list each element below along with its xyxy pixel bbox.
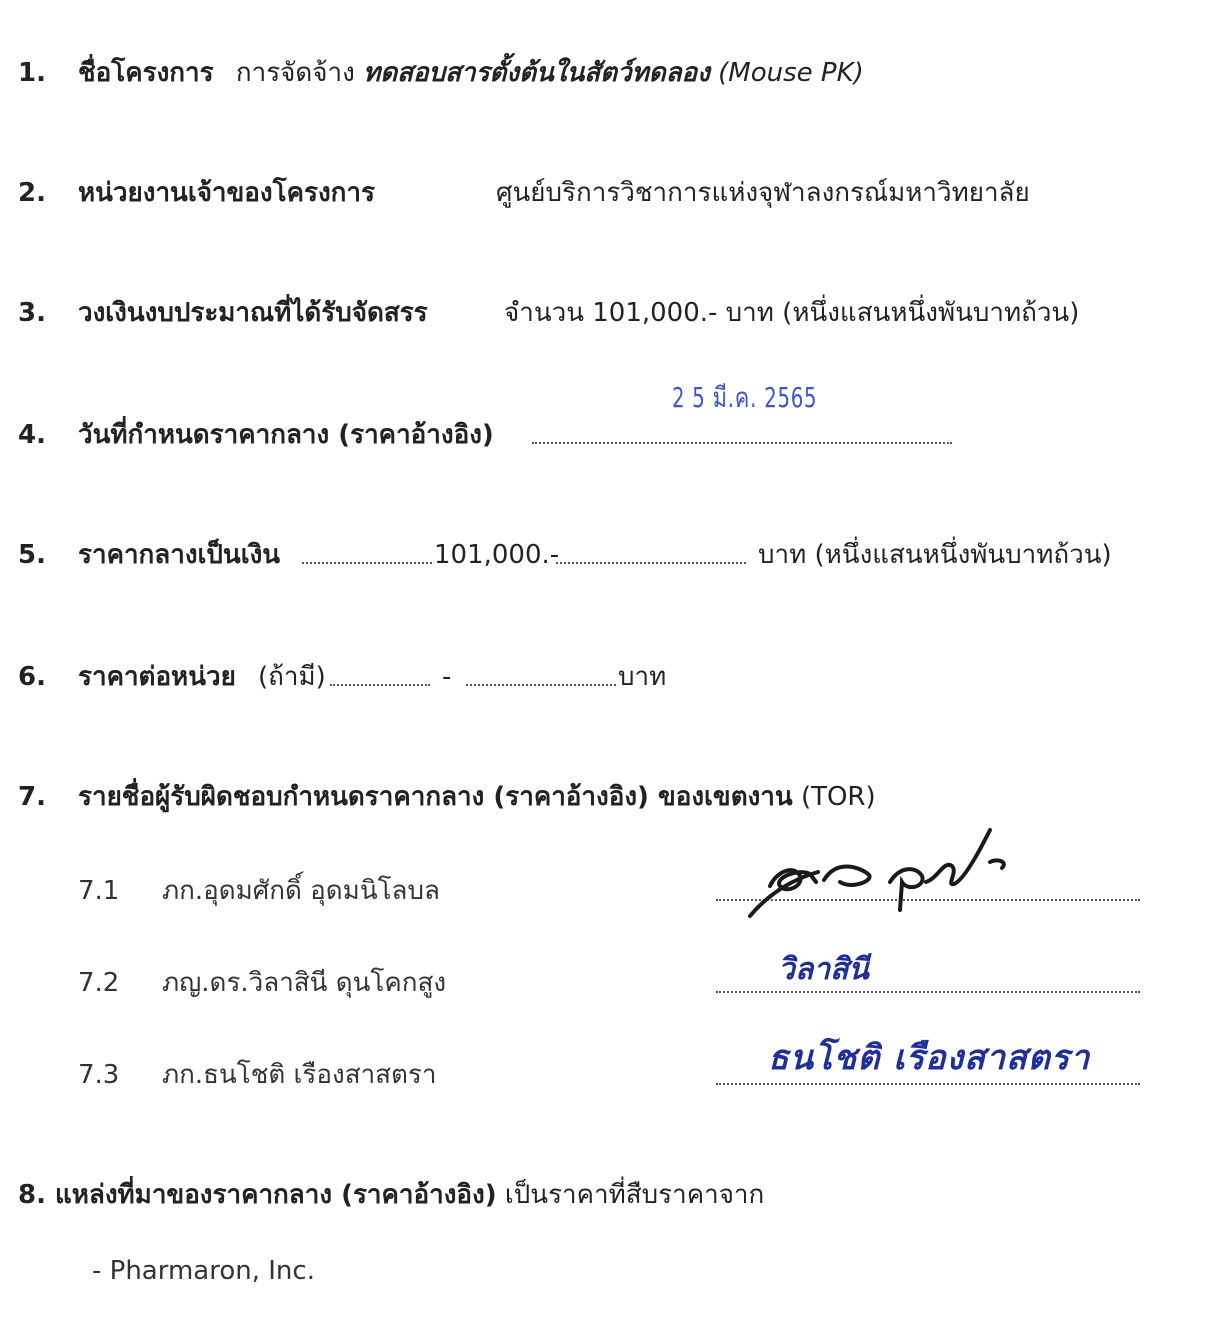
date-fill-line — [532, 442, 952, 444]
item-number: 5. — [18, 540, 46, 570]
item-label: 8. แหล่งที่มาของราคากลาง (ราคาอ้างอิง) — [18, 1180, 497, 1210]
unit-price-dash: - — [442, 662, 452, 692]
item-label: ราคาต่อหน่วย — [78, 662, 236, 692]
item-label: ราคากลางเป็นเงิน — [78, 540, 281, 570]
project-title-en: (Mouse PK) — [718, 58, 864, 88]
reference-price: 101,000.- — [434, 540, 560, 570]
source-item: - Pharmaron, Inc. — [92, 1256, 315, 1286]
committee-name-2: ภญ.ดร.วิลาสินี ดุนโคกสูง — [162, 968, 447, 998]
item-label: วงเงินงบประมาณที่ได้รับจัดสรร — [78, 298, 428, 328]
signature-3: ธนโชติ เรืองสาสตรา — [768, 1038, 1091, 1078]
optional-note: (ถ้ามี) — [258, 662, 326, 692]
item-8 — [18, 1178, 764, 1212]
project-prefix: การจัดจ้าง — [235, 58, 355, 88]
item-number: 7. — [18, 782, 46, 812]
dots-unit-1 — [330, 684, 430, 686]
dots-after-amount — [556, 562, 746, 564]
dots-unit-2 — [466, 684, 616, 686]
signature-2: วิลาสินี — [778, 952, 869, 987]
committee-name-3: ภก.ธนโชติ เรืองสาสตรา — [162, 1060, 437, 1090]
source-intro: เป็นราคาที่สืบราคาจาก — [504, 1180, 765, 1210]
item-label: รายชื่อผู้รับผิดชอบกำหนดราคากลาง (ราคาอ้างอิง) ของเขตงาน — [78, 782, 793, 812]
item-number: 1. — [18, 58, 46, 88]
dots-before-amount — [302, 562, 432, 564]
committee-number-3: 7.3 — [78, 1060, 120, 1090]
signature-1 — [740, 820, 1040, 920]
reference-price-words: บาท (หนึ่งแสนหนึ่งพันบาทถ้วน) — [758, 540, 1112, 570]
tor-label: (TOR) — [800, 782, 876, 812]
item-number: 3. — [18, 298, 46, 328]
item-label: ชื่อโครงการ — [78, 58, 214, 88]
item-number: 6. — [18, 662, 46, 692]
owner-unit: ศูนย์บริการวิชาการแห่งจุฬาลงกรณ์มหาวิทยาลัย — [496, 178, 1030, 208]
committee-name-1: ภก.อุดมศักดิ์ อุดมนิโลบล — [162, 876, 440, 906]
unit-label: บาท — [618, 662, 667, 692]
item-number: 2. — [18, 178, 46, 208]
item-label: วันที่กำหนดราคากลาง (ราคาอ้างอิง) — [78, 420, 494, 450]
project-title: ทดสอบสารตั้งต้นในสัตว์ทดลอง — [363, 58, 710, 88]
budget-value: จำนวน 101,000.- บาท (หนึ่งแสนหนึ่งพันบาทถ้วน) — [504, 298, 1080, 328]
date-stamp: 2 5 มี.ค. 2565 — [672, 381, 818, 414]
committee-number-2: 7.2 — [78, 968, 120, 998]
committee-number-1: 7.1 — [78, 876, 120, 906]
item-label: หน่วยงานเจ้าของโครงการ — [78, 178, 375, 208]
item-number: 4. — [18, 420, 46, 450]
